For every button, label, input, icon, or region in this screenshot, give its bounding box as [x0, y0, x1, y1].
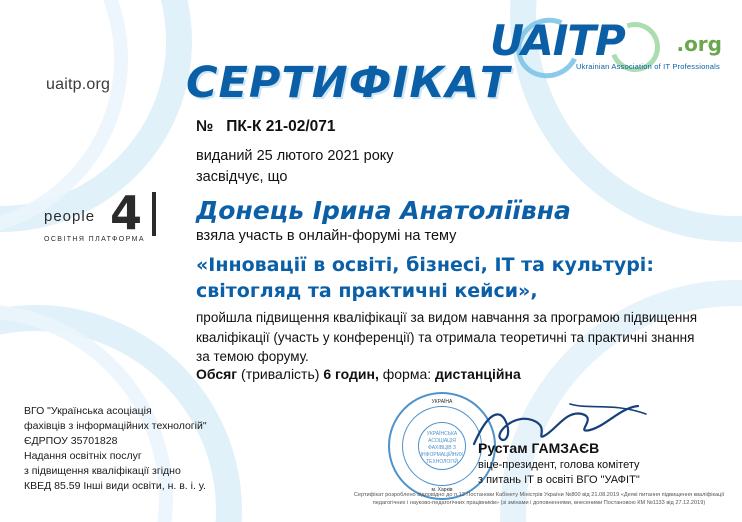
signatory-name: Рустам ГАМЗАЄВ — [478, 440, 600, 456]
volume-mid: (тривалість) — [241, 366, 320, 382]
qr-code-icon[interactable] — [44, 100, 118, 174]
uaitp-logo-org-text: .org — [676, 32, 722, 56]
signatory-role-line-2: з питань ІТ в освіті ВГО "УАФІТ" — [478, 474, 640, 486]
org-line-2: фахівців з інформаційних технологій" — [24, 420, 207, 432]
legal-line-1: Сертифікат розроблено відповідно до п.13 Постанови Кабінету Міністрів України №800 від 21.08.2019 «Деякі питання підвищення кваліфікації — [353, 492, 725, 498]
participation-text: взяла участь в онлайн-форумі на тему — [196, 228, 457, 244]
stamp-top-text: УКРАЇНА — [431, 399, 453, 405]
forum-topic-line-2: світогляд та практичні кейси», — [196, 280, 538, 302]
legal-footnote — [348, 492, 730, 507]
stamp-core-text: УКРАЇНСЬКА АСОЦІАЦІЯ ФАХІВЦІВ З ІНФОРМАЦІЙНИХ ТЕХНОЛОГІЙ — [418, 422, 466, 470]
org-line-1: ВГО "Українська асоціація — [24, 405, 152, 417]
partner-logo-4people — [44, 186, 162, 254]
partner-logo-subtitle: ОСВІТНЯ ПЛАТФОРМА — [44, 236, 145, 243]
site-url-text: uaitp.org — [46, 76, 111, 93]
forum-topic-line-1: «Інновації в освіті, бізнесі, ІТ та культурі: — [196, 254, 654, 276]
volume-value: 6 годин, — [323, 366, 379, 382]
legal-line-2: педагогічних і науково-педагогічних працівників» (зі змінами і доповненнями, внесеними Постановою КМ №1133 від 27.12.2019) — [372, 499, 706, 506]
partner-logo-word: people — [44, 208, 96, 225]
volume-label: Обсяг — [196, 366, 238, 382]
volume-line — [196, 366, 521, 382]
signatory-role — [478, 458, 718, 488]
issue-certifies-line: засвідчує, що — [196, 169, 288, 185]
stamp-bottom-text: м. Харків — [431, 487, 453, 493]
issue-statement — [196, 146, 394, 188]
page-title: СЕРТИФІКАТ — [186, 58, 511, 108]
recipient-name: Донець Ірина Анатоліївна — [196, 196, 571, 225]
issue-date-line: виданий 25 лютого 2021 року — [196, 148, 394, 164]
org-line-6: КВЕД 85.59 Інші види освіти, н. в. і. у. — [24, 480, 206, 492]
partner-logo-digit: 4 — [110, 186, 143, 240]
certificate-number-value: ПК-К 21-02/071 — [226, 118, 336, 135]
organization-details — [24, 404, 239, 494]
body-paragraph: пройшла підвищення кваліфікації за видом навчання за програмою підвищення кваліфікації (участь у конференції) та отримала теоретичні та практичні знання за темою форуму. — [196, 310, 698, 364]
org-line-4: Надання освітніх послуг — [24, 450, 142, 462]
org-line-3: ЄДРПОУ 35701828 — [24, 435, 118, 447]
signatory-role-line-1: віце-президент, голова комітету — [478, 459, 640, 471]
uaitp-logo — [490, 16, 724, 78]
uaitp-logo-tagline: Ukrainian Association of IT Professionals — [576, 62, 720, 71]
forum-topic — [196, 252, 706, 304]
certificate-number — [196, 118, 336, 136]
form-label: форма: — [382, 366, 432, 382]
partner-logo-bar — [152, 192, 156, 236]
uaitp-logo-text: UAITP — [490, 16, 625, 65]
certificate-number-label: № — [196, 118, 214, 135]
form-value: дистанційна — [435, 366, 521, 382]
org-line-5: з підвищення кваліфікації згідно — [24, 465, 181, 477]
